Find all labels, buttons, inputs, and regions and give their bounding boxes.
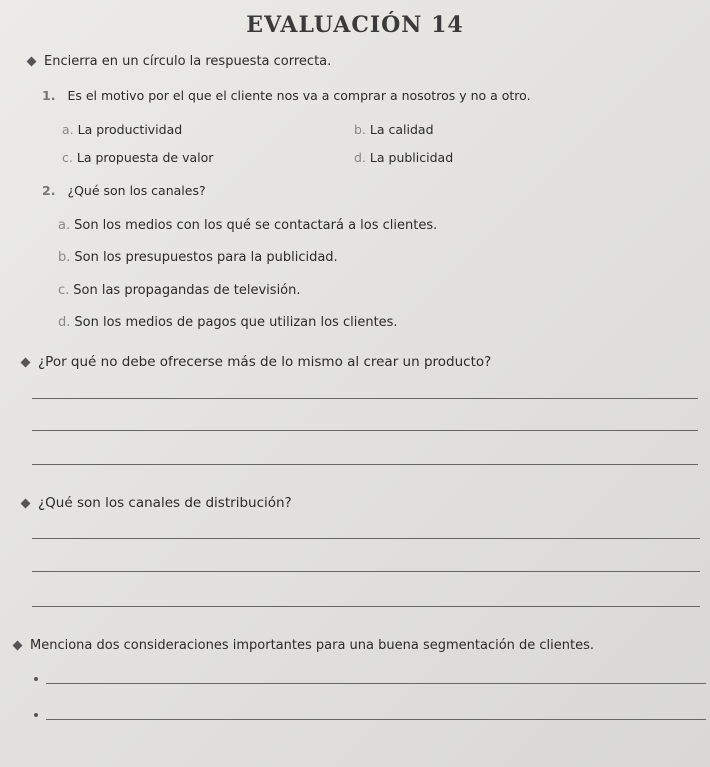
answer-line[interactable] <box>32 606 700 607</box>
bullet-icon <box>21 357 31 367</box>
q1-option-a[interactable]: a. La productividad <box>62 122 183 137</box>
q1-option-b[interactable]: b. La calidad <box>354 122 434 137</box>
bullet-dot <box>34 713 38 717</box>
bullet-dot <box>34 677 38 681</box>
question-3: ¿Por qué no debe ofrecerse más de lo mismo al crear un producto? <box>22 354 491 370</box>
q2-option-b[interactable]: b. Son los presupuestos para la publicidad. <box>58 250 338 265</box>
bullet-icon <box>21 498 31 508</box>
question-number: 1. <box>42 88 56 103</box>
q2-option-d[interactable]: d. Son los medios de pagos que utilizan los clientes. <box>58 315 398 330</box>
q2-option-c[interactable]: c. Son las propagandas de televisión. <box>58 283 301 298</box>
answer-line[interactable] <box>46 719 706 720</box>
question-text: ¿Qué son los canales? <box>67 183 206 198</box>
page-title: EVALUACIÓN 14 <box>246 12 464 38</box>
bullet-icon <box>13 641 23 651</box>
answer-line[interactable] <box>32 571 700 572</box>
question-1 <box>42 88 531 103</box>
q2-option-a[interactable]: a. Son los medios con los qué se contactará a los clientes. <box>58 218 438 233</box>
question-text: Es el motivo por el que el cliente nos va a comprar a nosotros y no a otro. <box>67 88 531 103</box>
q1-option-c[interactable]: c. La propuesta de valor <box>62 150 214 165</box>
q1-option-d[interactable]: d. La publicidad <box>354 150 454 165</box>
question-5: Menciona dos consideraciones importantes para una buena segmentación de clientes. <box>14 638 594 653</box>
question-number: 2. <box>42 183 56 198</box>
answer-line[interactable] <box>32 538 700 539</box>
bullet-icon <box>27 57 37 67</box>
question-2 <box>42 183 206 198</box>
answer-line[interactable] <box>32 464 698 465</box>
answer-line[interactable] <box>32 398 698 399</box>
answer-line[interactable] <box>32 430 698 431</box>
instruction: Encierra en un círculo la respuesta correcta. <box>28 54 331 69</box>
question-4: ¿Qué son los canales de distribución? <box>22 495 292 511</box>
answer-line[interactable] <box>46 683 706 684</box>
